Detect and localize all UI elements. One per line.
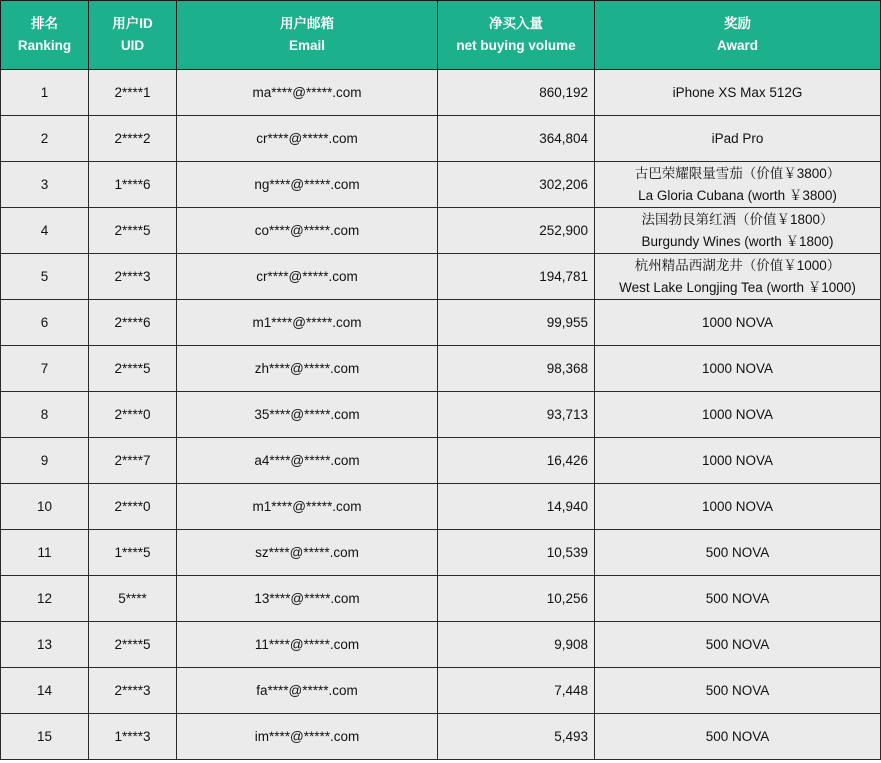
volume-cell: 252,900 [438, 208, 595, 254]
award-cell [595, 622, 881, 668]
uid-cell: 1****6 [89, 162, 177, 208]
header-email-en: Email [288, 38, 326, 53]
table-row [1, 70, 881, 116]
table-row [1, 162, 881, 208]
award-line: 500 NOVA [705, 544, 770, 560]
award-line: 古巴荣耀限量雪茄（价值￥3800） [634, 165, 841, 181]
header-uid [89, 1, 177, 70]
award-cell [595, 714, 881, 760]
table-row [1, 438, 881, 484]
email-cell: 13****@*****.com [177, 576, 438, 622]
header-uid-cn: 用户ID [112, 16, 153, 31]
award-cell [595, 116, 881, 162]
award-cell [595, 438, 881, 484]
award-cell [595, 484, 881, 530]
award-line: 1000 NOVA [701, 314, 774, 330]
award-line: iPad Pro [711, 130, 764, 146]
uid-cell: 2****5 [89, 346, 177, 392]
table-body [1, 70, 881, 760]
email-cell: a4****@*****.com [177, 438, 438, 484]
uid-cell: 1****3 [89, 714, 177, 760]
table-row [1, 484, 881, 530]
award-line: 1000 NOVA [701, 452, 774, 468]
header-ranking [1, 1, 89, 70]
volume-cell: 10,539 [438, 530, 595, 576]
award-cell [595, 162, 881, 208]
award-line: 1000 NOVA [701, 498, 774, 514]
email-cell: m1****@*****.com [177, 300, 438, 346]
header-volume-en: net buying volume [456, 38, 576, 53]
volume-cell: 302,206 [438, 162, 595, 208]
header-award-en: Award [716, 38, 758, 53]
uid-cell: 5**** [89, 576, 177, 622]
award-line: 500 NOVA [705, 682, 770, 698]
header-volume-cn: 净买入量 [489, 16, 543, 31]
table-row [1, 668, 881, 714]
header-email-cn: 用户邮箱 [280, 16, 334, 31]
award-line: West Lake Longjing Tea (worth ￥1000) [619, 279, 856, 295]
rank-cell: 6 [1, 300, 89, 346]
email-cell: ma****@*****.com [177, 70, 438, 116]
email-cell: fa****@*****.com [177, 668, 438, 714]
volume-cell: 16,426 [438, 438, 595, 484]
award-line: 500 NOVA [705, 590, 770, 606]
table-row [1, 392, 881, 438]
rank-cell: 12 [1, 576, 89, 622]
email-cell: co****@*****.com [177, 208, 438, 254]
header-volume [438, 1, 595, 70]
award-line: iPhone XS Max 512G [672, 84, 803, 100]
email-cell: zh****@*****.com [177, 346, 438, 392]
uid-cell: 2****2 [89, 116, 177, 162]
email-cell: im****@*****.com [177, 714, 438, 760]
rank-cell: 11 [1, 530, 89, 576]
table-row [1, 576, 881, 622]
table-row [1, 300, 881, 346]
award-line: 法国勃艮第红酒（价值￥1800） [641, 211, 834, 227]
header-award-cn: 奖励 [724, 16, 751, 31]
rank-cell: 2 [1, 116, 89, 162]
email-cell: cr****@*****.com [177, 116, 438, 162]
table-row [1, 116, 881, 162]
rank-cell: 4 [1, 208, 89, 254]
rank-cell: 9 [1, 438, 89, 484]
email-cell: m1****@*****.com [177, 484, 438, 530]
header-ranking-cn: 排名 [31, 16, 58, 31]
rank-cell: 15 [1, 714, 89, 760]
award-cell [595, 300, 881, 346]
volume-cell: 860,192 [438, 70, 595, 116]
award-cell [595, 668, 881, 714]
uid-cell: 2****5 [89, 622, 177, 668]
volume-cell: 7,448 [438, 668, 595, 714]
rank-cell: 8 [1, 392, 89, 438]
award-cell [595, 392, 881, 438]
volume-cell: 364,804 [438, 116, 595, 162]
volume-cell: 14,940 [438, 484, 595, 530]
email-cell: sz****@*****.com [177, 530, 438, 576]
award-line: 1000 NOVA [701, 360, 774, 376]
award-line: 1000 NOVA [701, 406, 774, 422]
table-row [1, 714, 881, 760]
volume-cell: 194,781 [438, 254, 595, 300]
volume-cell: 98,368 [438, 346, 595, 392]
header-email [177, 1, 438, 70]
volume-cell: 93,713 [438, 392, 595, 438]
volume-cell: 9,908 [438, 622, 595, 668]
uid-cell: 1****5 [89, 530, 177, 576]
email-cell: 35****@*****.com [177, 392, 438, 438]
table-row [1, 208, 881, 254]
uid-cell: 2****3 [89, 668, 177, 714]
volume-cell: 10,256 [438, 576, 595, 622]
table-row [1, 254, 881, 300]
award-cell [595, 530, 881, 576]
award-cell [595, 576, 881, 622]
table-row [1, 530, 881, 576]
award-line: 500 NOVA [705, 636, 770, 652]
header-row [1, 1, 881, 70]
award-cell [595, 208, 881, 254]
email-cell: cr****@*****.com [177, 254, 438, 300]
rank-cell: 5 [1, 254, 89, 300]
rank-cell: 7 [1, 346, 89, 392]
award-line: 500 NOVA [705, 728, 770, 744]
email-cell: 11****@*****.com [177, 622, 438, 668]
table-row [1, 622, 881, 668]
uid-cell: 2****1 [89, 70, 177, 116]
uid-cell: 2****3 [89, 254, 177, 300]
table-row [1, 346, 881, 392]
award-line: 杭州精品西湖龙井（价值￥1000） [634, 257, 841, 273]
volume-cell: 5,493 [438, 714, 595, 760]
rank-cell: 10 [1, 484, 89, 530]
uid-cell: 2****6 [89, 300, 177, 346]
uid-cell: 2****5 [89, 208, 177, 254]
award-cell [595, 70, 881, 116]
header-award [595, 1, 881, 70]
email-cell: ng****@*****.com [177, 162, 438, 208]
header-uid-en: UID [120, 38, 145, 53]
award-line: La Gloria Cubana (worth ￥3800) [638, 187, 837, 203]
rank-cell: 14 [1, 668, 89, 714]
rank-cell: 3 [1, 162, 89, 208]
header-ranking-en: Ranking [17, 38, 72, 53]
award-cell [595, 254, 881, 300]
award-line: Burgundy Wines (worth ￥1800) [641, 233, 834, 249]
uid-cell: 2****0 [89, 392, 177, 438]
rank-cell: 1 [1, 70, 89, 116]
award-cell [595, 346, 881, 392]
rank-cell: 13 [1, 622, 89, 668]
volume-cell: 99,955 [438, 300, 595, 346]
uid-cell: 2****7 [89, 438, 177, 484]
uid-cell: 2****0 [89, 484, 177, 530]
